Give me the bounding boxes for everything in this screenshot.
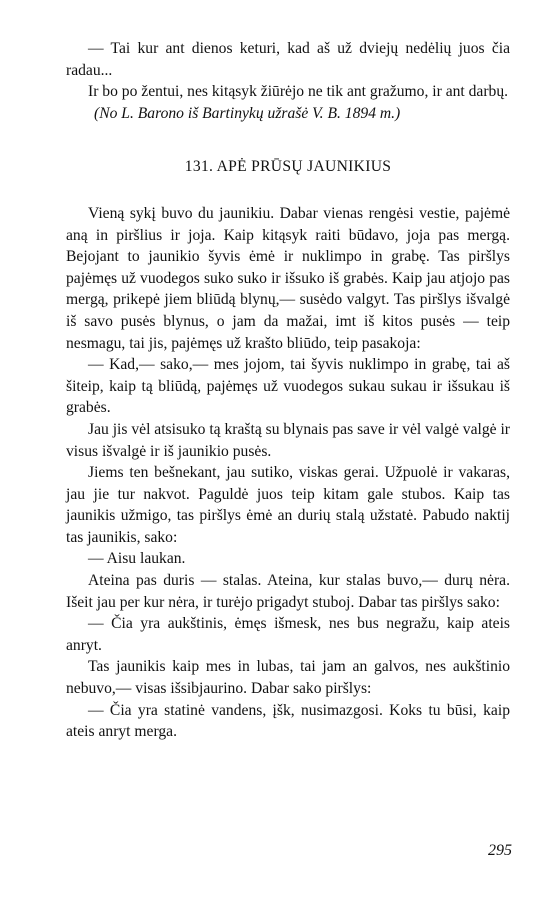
story-title: 131. APĖ PRŪSŲ JAUNIKIUS [184,158,392,176]
page-body [66,38,510,743]
paragraph: Jau jis vėl atsisuko tą kraštą su blynais pas save ir vėl valgė valgė ir visus išvalgė ir iš jaunikio pusės. [66,420,510,460]
paragraph: — Tai kur ant dienos keturi, kad aš už dviejų nedėlių juos čia radau... [66,40,510,79]
paragraph: Ateina pas duris — stalas. Ateina, kur stalas buvo,— durų nėra. Išeit jau per kur nėra, ir turėjo prigadyt stuboj. Dabar tas piršlys sako: [66,572,510,611]
paragraph: Tas jaunikis kaip mes in lubas, tai jam an galvos, nes aukštinio nebuvo,— visas išsibjaurino. Dabar sako piršlys: [66,658,510,698]
paragraph: — Čia yra statinė vandens, įšk, nusimazgosi. Koks tu būsi, kaip ateis anryt merga. [66,701,510,741]
page-number: 295 [488,842,512,859]
paragraph: — Čia yra aukštinis, ėmęs išmesk, nes bus negražu, kaip ateis anryt. [66,615,510,654]
paragraph: Jiems ten bešnekant, jau sutiko, viskas gerai. Užpuolė ir vakaras, jau jie tur nakvot. Paguldė juos teip kitam gale stubos. Kaip tas jaunikis užmigo, tas piršlys ėmė an durių stalą užstatė. Pabudo naktij tas jaunikis, sako: [66,464,510,546]
paragraph: Ir bo po žentui, nes kitąsyk žiūrėjo ne tik ant gražumo, ir ant darbų. [88,83,509,101]
paragraph: — Aisu laukan. [88,550,186,568]
paragraph: Vieną sykį buvo du jaunikiu. Dabar vienas rengėsi vestie, pajėmė aną in piršlius ir joja. Kaip kitąsyk raiti būdavo, joja pas mergą. Bejojant to jaunikio šyvis ėmė ir nuklimpo in grabę. Tas piršlys pajėmęs už vuodegos suko suko ir išsuko iš grabės. Kaip jau atjojo pas mergą, prikepė jiem bliūdą blynų,— susėdo valgyt. Tas piršlys išvalgė iš savo pusės blynus, o jam da mažai, imt iš kitos pusės — teip nesmagu, tai jis, pajėmęs už krašto bliūdo, teip pasakoja: [66,204,510,352]
source-note: (No L. Barono iš Bartinykų užrašė V. B. 1894 m.) [94,104,401,122]
paragraph: — Kad,— sako,— mes jojom, tai šyvis nuklimpo in grabę, tai aš šiteip, kaip tą bliūdą, pajėmęs už vuodegos sukau sukau ir išsukau iš grabės. [66,356,510,417]
